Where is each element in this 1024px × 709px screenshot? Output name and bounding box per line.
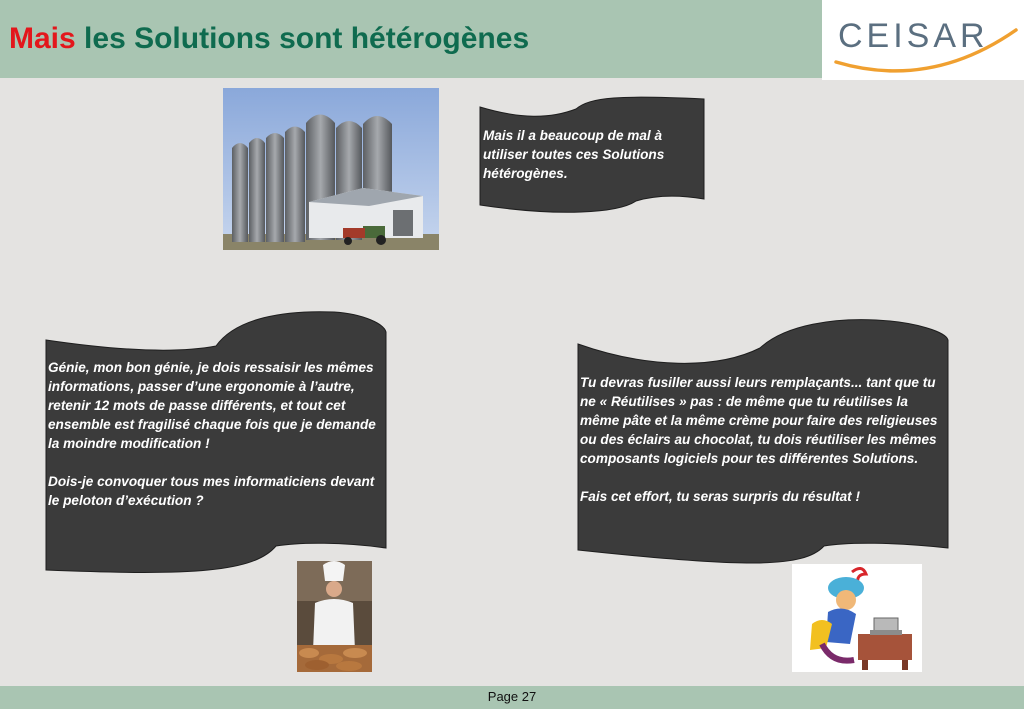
genie-cartoon [792,564,922,672]
ceisar-logo [822,0,1024,80]
bubble-text-top-right: Mais il a beaucoup de mal à utiliser toutes ces Solutions hétérogènes. [483,128,665,181]
chef-photo [297,561,372,672]
slide-title [9,22,529,56]
header-bar [0,0,822,78]
bubble-right-para-2: Fais cet effort, tu seras surpris du résultat ! [580,489,861,504]
bubble-text-right [580,373,948,506]
silos-photo [223,88,439,250]
footer-bar [0,686,1024,709]
title-highlight: Mais [9,22,76,55]
title-rest: les Solutions sont hétérogènes [84,22,530,55]
page-number: Page 27 [487,689,537,704]
bubble-right-para-1: Tu devras fusiller aussi leurs remplaçants... tant que tu ne « Réutilises » pas : de même que tu réutilises la même pâte et la même crème pour faire des religieuses ou des éclairs au chocolat, tu dois réutiliser les mêmes composants logiciels pour tes différentes Solutions. [580,375,938,466]
bubble-left-para-2: Dois-je convoquer tous mes informaticiens devant le peloton d’exécution ? [48,474,375,508]
bubble-left-para-1: Génie, mon bon génie, je dois ressaisir les mêmes informations, passer d’une ergonomie à l’autre, retenir 12 mots de passe différents, et tout cet ensemble est fragilisé chaque fois que je demande la moindre modification ! [48,360,376,451]
logo-text: CEISAR [838,17,989,55]
bubble-text-left [48,358,388,510]
